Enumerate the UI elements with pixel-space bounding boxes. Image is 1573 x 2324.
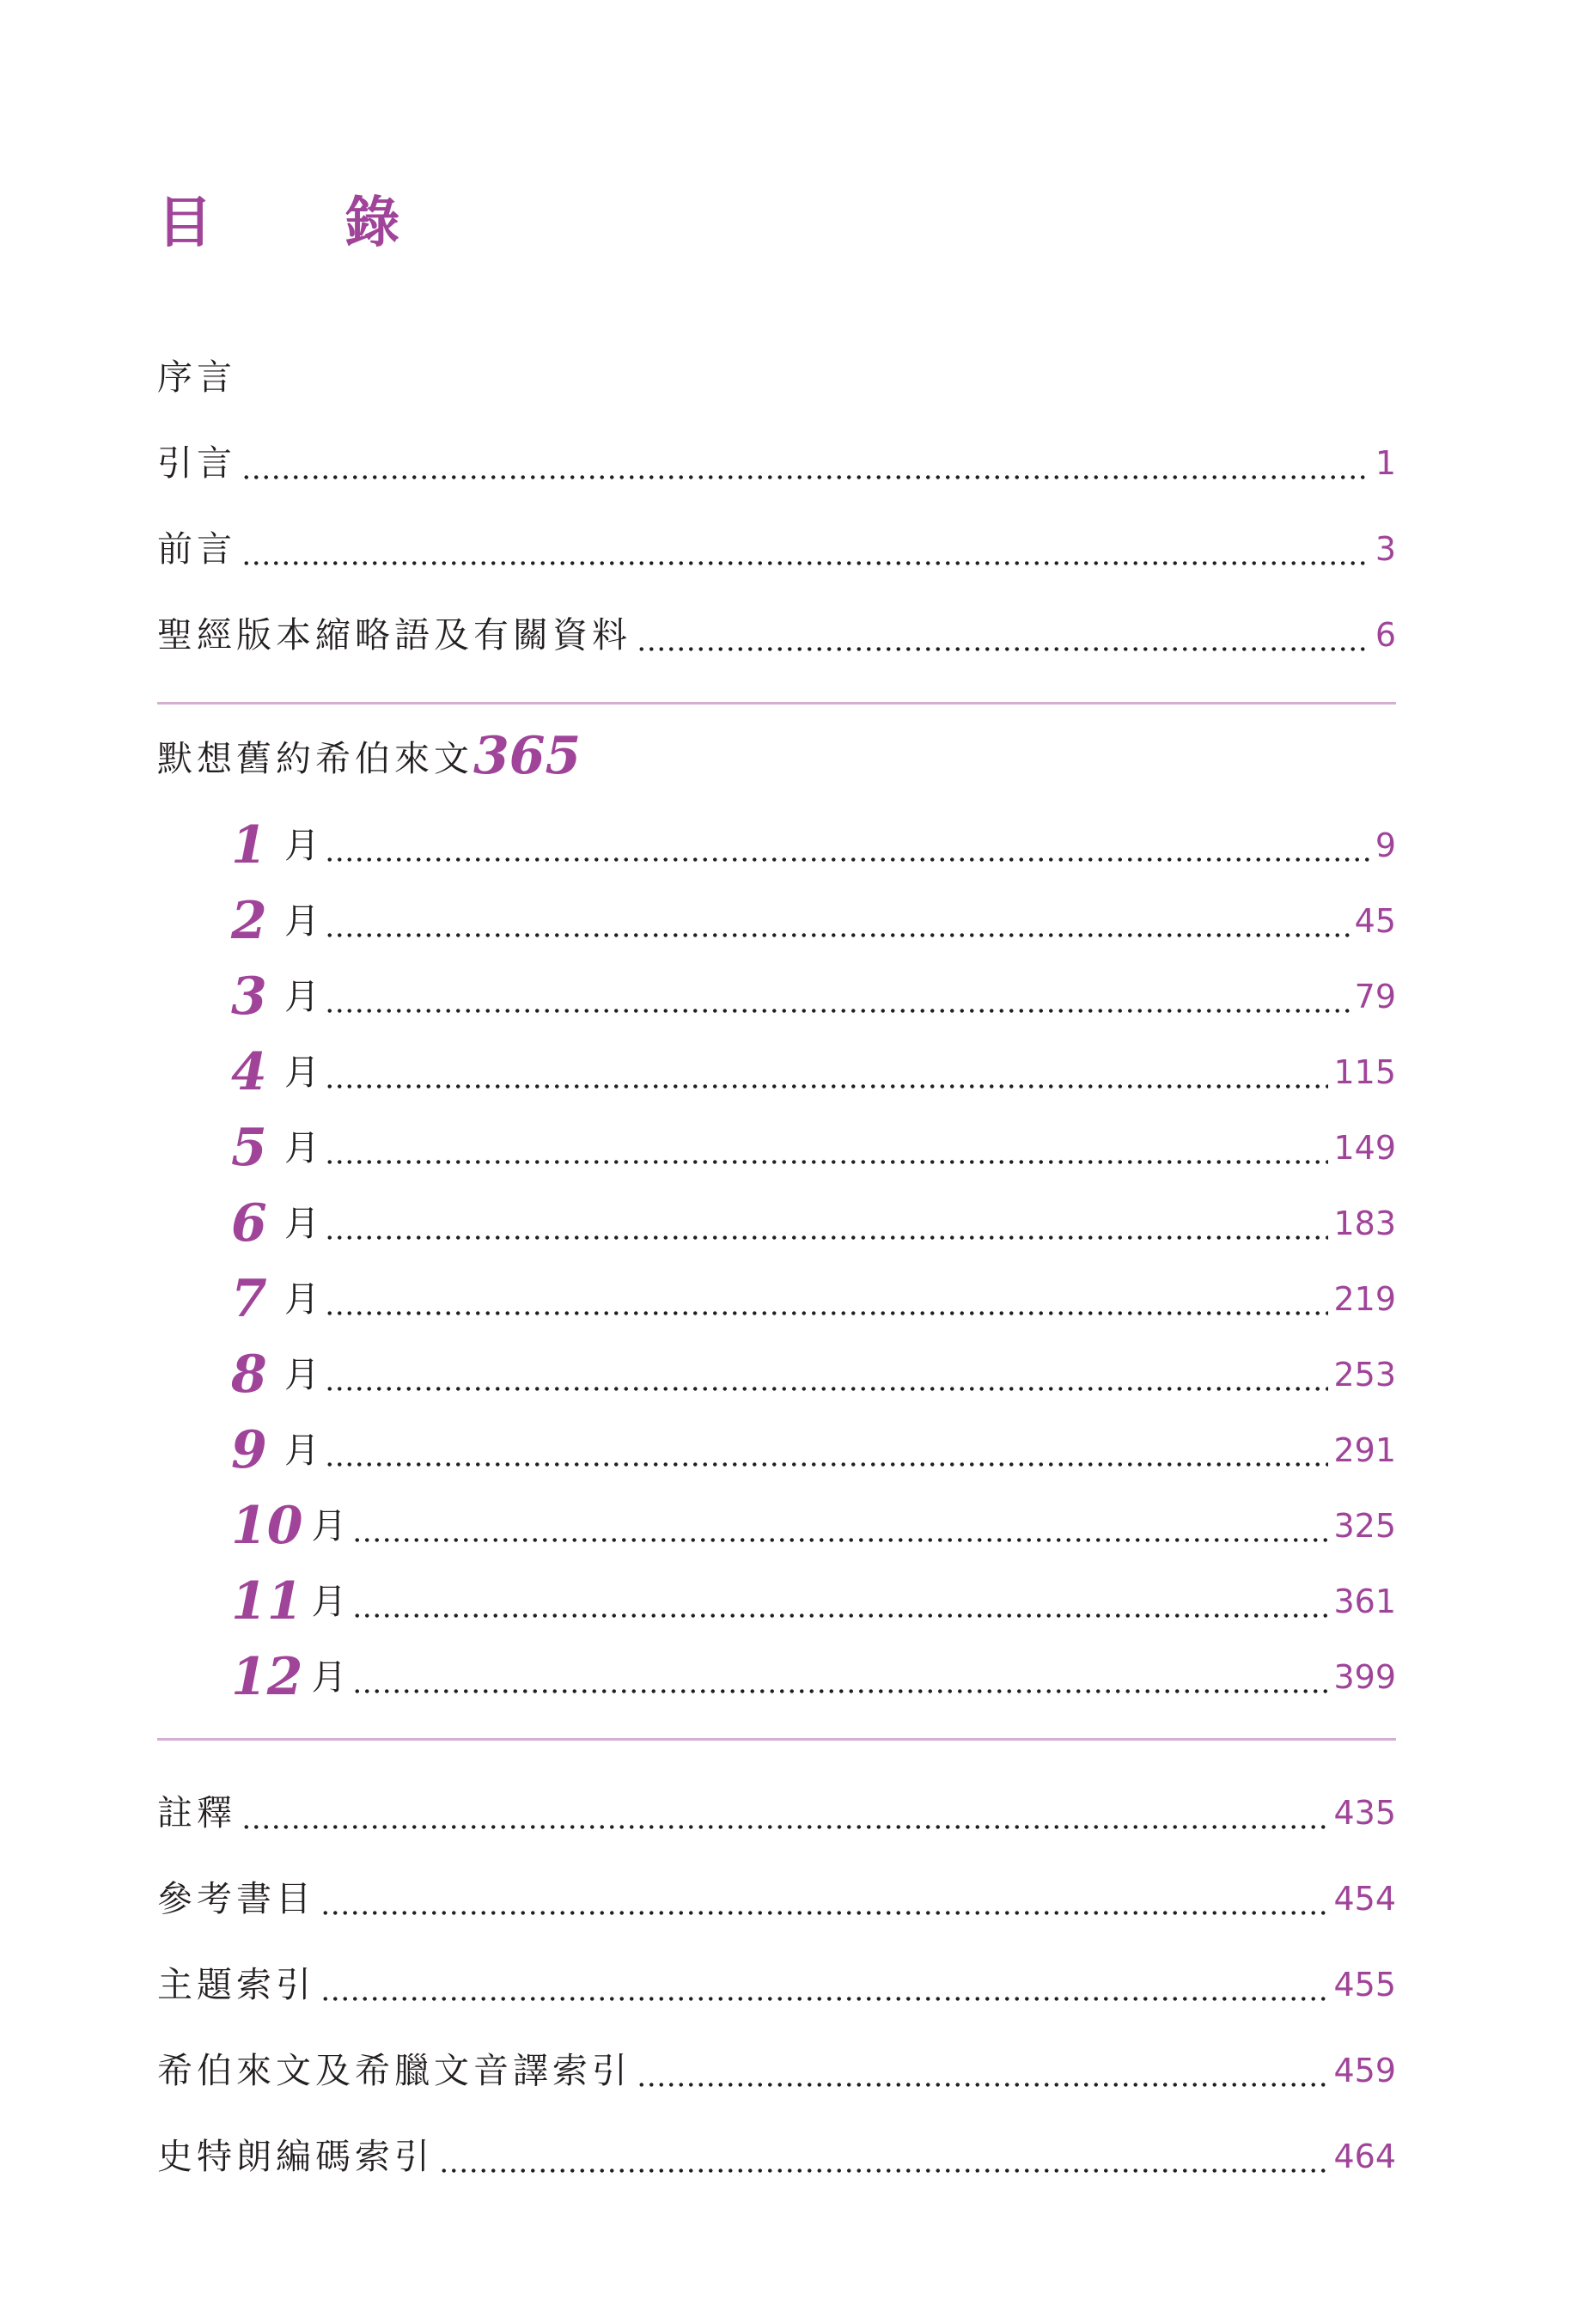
dot-leader [241, 1785, 1328, 1840]
dot-leader [325, 894, 1350, 949]
month-word: 月 [284, 1052, 320, 1093]
dot-leader [320, 1957, 1328, 2012]
month-number: 5 [231, 1118, 267, 1178]
toc-entry-page: 6 [1375, 616, 1396, 654]
section-divider [157, 1738, 1396, 1741]
month-number: 4 [231, 1042, 267, 1102]
page-title: 目 錄 [157, 192, 457, 255]
dot-leader [325, 1045, 1328, 1100]
toc-entry-label: 前言 [157, 528, 236, 570]
toc-entry-bibliography[interactable] [157, 1871, 1396, 1926]
toc-entry-page: 183 [1333, 1205, 1396, 1242]
month-number: 6 [231, 1193, 267, 1253]
dot-leader [352, 1650, 1329, 1705]
toc-entry-page: 253 [1333, 1356, 1396, 1394]
dot-leader [325, 969, 1350, 1024]
month-word: 月 [311, 1505, 347, 1546]
dot-leader [325, 1347, 1328, 1402]
toc-entry-month-4[interactable] [231, 1042, 1396, 1102]
toc-entry-page: 1 [1375, 444, 1396, 482]
toc-entry-page: 361 [1333, 1583, 1396, 1620]
toc-entry-abbreviations[interactable] [157, 607, 1396, 662]
toc-entry-transliteration-index[interactable] [157, 2043, 1396, 2098]
month-word: 月 [311, 1656, 347, 1698]
section-heading [157, 726, 582, 786]
month-number: 12 [231, 1647, 303, 1707]
month-number: 7 [231, 1269, 267, 1329]
month-number: 9 [231, 1420, 267, 1480]
toc-entry-label: 註釋 [157, 1792, 236, 1833]
toc-entry-month-9[interactable] [231, 1420, 1396, 1480]
toc-entry-month-8[interactable] [231, 1345, 1396, 1405]
dot-leader [439, 2129, 1328, 2184]
toc-entry-label: 史特朗編碼索引 [157, 2136, 434, 2177]
dot-leader [320, 1871, 1328, 1926]
toc-entry-label: 希伯來文及希臘文音譯索引 [157, 2050, 631, 2091]
dot-leader [241, 522, 1370, 576]
toc-entry-label: 引言 [157, 442, 236, 484]
toc-entry-introduction[interactable] [157, 436, 1396, 491]
toc-entry-month-5[interactable] [231, 1118, 1396, 1178]
dot-leader [325, 1196, 1328, 1251]
toc-entry-page: 325 [1333, 1507, 1396, 1545]
dot-leader [325, 1423, 1328, 1478]
toc-entry-month-10[interactable] [231, 1496, 1396, 1556]
toc-entry-page: 3 [1375, 530, 1396, 568]
toc-entry-strongs-index[interactable] [157, 2129, 1396, 2184]
toc-entry-month-12[interactable] [231, 1647, 1396, 1707]
toc-entry-page: 115 [1333, 1053, 1396, 1091]
toc-entry-foreword[interactable] [157, 522, 1396, 576]
section-heading-number: 365 [473, 726, 582, 786]
toc-entry-page: 45 [1354, 902, 1396, 940]
toc-entry-month-3[interactable] [231, 967, 1396, 1027]
dot-leader [325, 1272, 1328, 1327]
toc-entry-page: 464 [1333, 2138, 1396, 2175]
toc-entry-label: 聖經版本縮略語及有關資料 [157, 614, 631, 656]
toc-entry-page: 149 [1333, 1129, 1396, 1167]
toc-entry-page: 454 [1333, 1880, 1396, 1918]
toc-entry-month-6[interactable] [231, 1193, 1396, 1253]
toc-entry-subject-index[interactable] [157, 1957, 1396, 2012]
dot-leader [325, 1120, 1328, 1175]
month-number: 10 [231, 1496, 303, 1556]
toc-entry-label: 參考書目 [157, 1878, 315, 1919]
month-number: 8 [231, 1345, 267, 1405]
toc-entry-page: 459 [1333, 2052, 1396, 2089]
toc-entry-notes[interactable] [157, 1785, 1396, 1840]
section-heading-label: 默想舊約希伯來文 [157, 738, 473, 779]
section-divider [157, 702, 1396, 705]
month-word: 月 [284, 976, 320, 1017]
month-number: 11 [231, 1571, 303, 1632]
month-word: 月 [284, 1278, 320, 1320]
dot-leader [637, 2043, 1328, 2098]
toc-entry-month-1[interactable] [231, 815, 1396, 875]
toc-entry-page: 9 [1375, 827, 1396, 864]
month-number: 2 [231, 891, 267, 951]
month-word: 月 [284, 1203, 320, 1244]
toc-entry-month-11[interactable] [231, 1571, 1396, 1632]
month-number: 3 [231, 967, 267, 1027]
dot-leader [637, 607, 1370, 662]
month-word: 月 [284, 1127, 320, 1168]
toc-entry-page: 79 [1354, 978, 1396, 1016]
month-word: 月 [284, 1354, 320, 1395]
toc-entry-page: 219 [1333, 1280, 1396, 1318]
toc-entry-month-7[interactable] [231, 1269, 1396, 1329]
month-number: 1 [231, 815, 267, 875]
toc-entry-label: 主題索引 [157, 1964, 315, 2005]
month-word: 月 [284, 825, 320, 866]
dot-leader [352, 1498, 1329, 1553]
toc-entry-month-2[interactable] [231, 891, 1396, 951]
dot-leader [352, 1574, 1329, 1629]
toc-entry-page: 291 [1333, 1431, 1396, 1469]
toc-entry-label: 序言 [157, 357, 236, 398]
month-word: 月 [284, 900, 320, 942]
month-word: 月 [311, 1581, 347, 1622]
toc-entry-page: 435 [1333, 1794, 1396, 1832]
toc-entry-page: 399 [1333, 1658, 1396, 1696]
dot-leader [325, 818, 1370, 873]
dot-leader [241, 436, 1370, 491]
toc-entry-page: 455 [1333, 1966, 1396, 2004]
month-word: 月 [284, 1430, 320, 1471]
toc-entry-preface[interactable] [157, 350, 1396, 405]
